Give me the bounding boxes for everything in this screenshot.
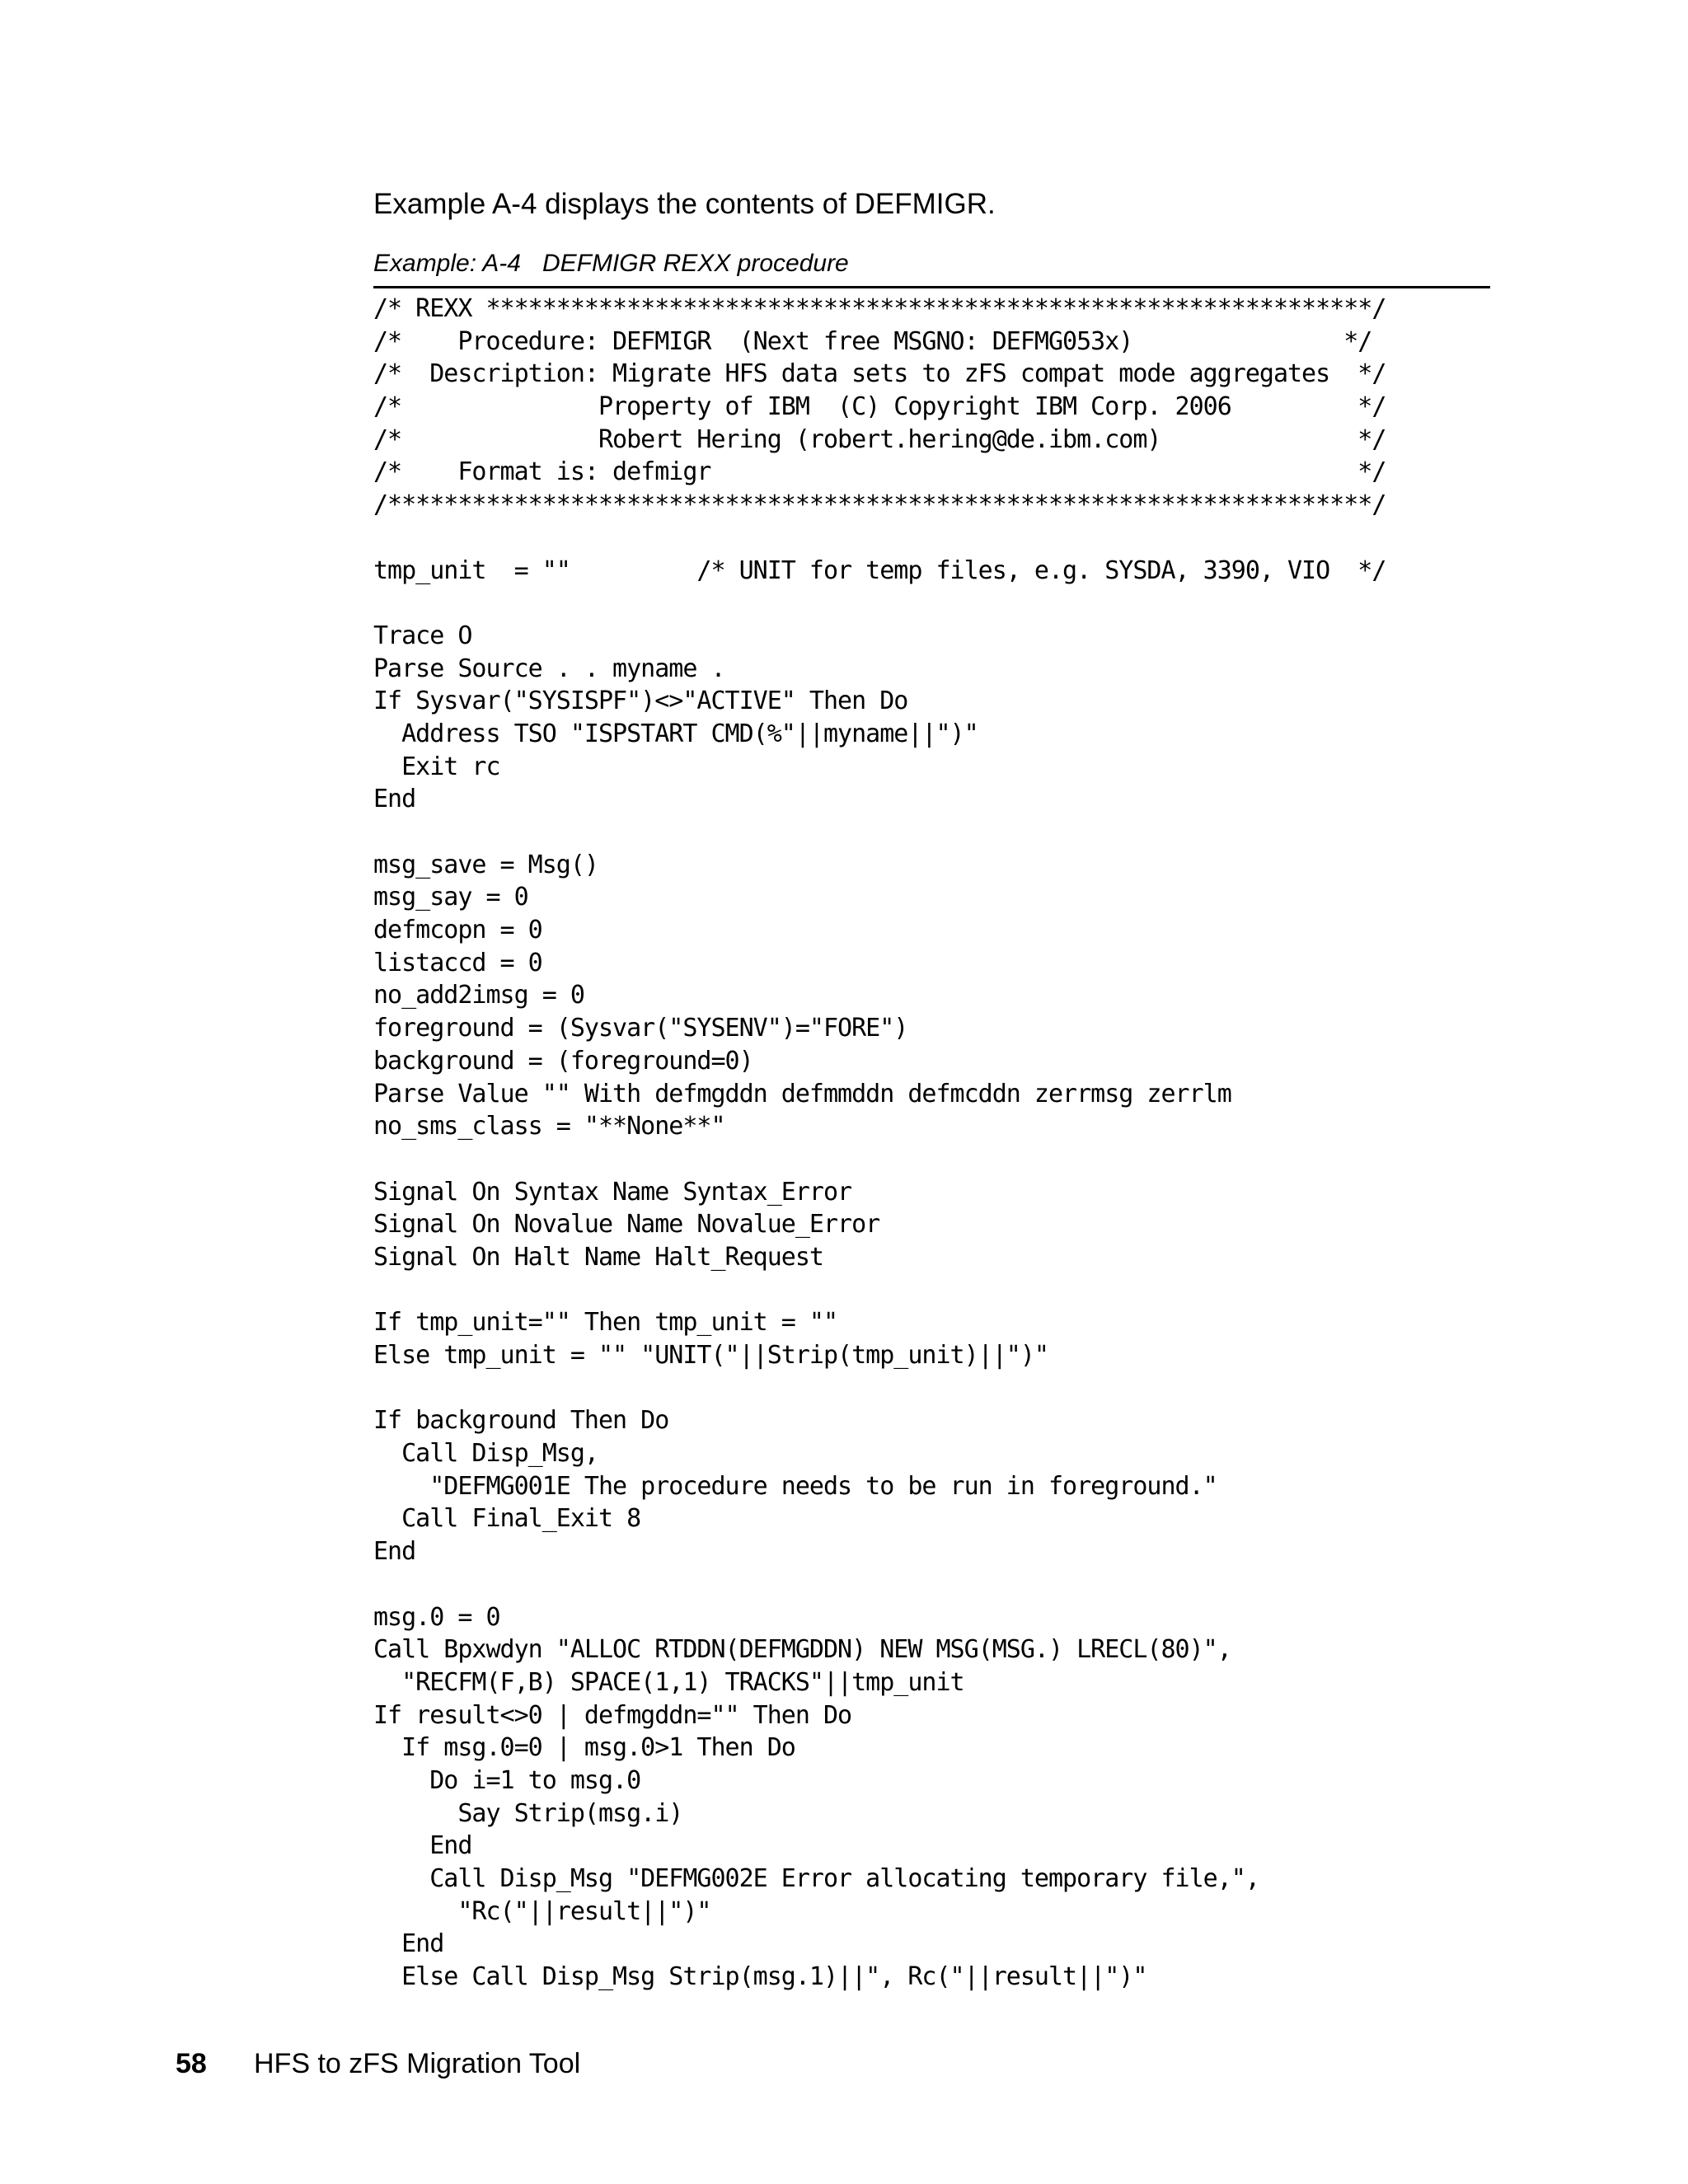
code-line: End (373, 1537, 416, 1567)
code-line: "DEFMG001E The procedure needs to be run in foreground." (373, 1471, 1217, 1501)
example-caption (373, 249, 849, 279)
code-line: Call Disp_Msg "DEFMG002E Error allocating temporary file,", (373, 1864, 1259, 1893)
code-line: Else tmp_unit = "" "UNIT("||Strip(tmp_unit)||")" (373, 1341, 1048, 1370)
code-line: msg.0 = 0 (373, 1602, 500, 1632)
page-footer (176, 2047, 580, 2080)
page-number: 58 (176, 2048, 207, 2079)
code-line: If tmp_unit="" Then tmp_unit = "" (373, 1308, 838, 1338)
code-line: Call Final_Exit 8 (373, 1504, 641, 1534)
code-line: background = (foreground=0) (373, 1046, 753, 1076)
code-line: msg_save = Msg() (373, 850, 598, 879)
code-listing (373, 293, 1386, 1994)
code-line: foreground = (Sysvar("SYSENV")="FORE") (373, 1014, 908, 1043)
code-line: Say Strip(msg.i) (373, 1798, 683, 1828)
intro-paragraph: Example A-4 displays the contents of DEFMIGR. (373, 188, 996, 220)
code-line (373, 1568, 1386, 1601)
code-line: Parse Source . . myname . (373, 654, 725, 683)
code-line: /* Property of IBM (C) Copyright IBM Corp. 2006 */ (373, 392, 1386, 422)
example-label: Example: A-4 (373, 250, 521, 277)
code-line: /**********************************************************************/ (373, 490, 1386, 520)
code-line: /* Procedure: DEFMIGR (Next free MSGNO: DEFMG053x) */ (373, 326, 1372, 356)
code-line: Call Bpxwdyn "ALLOC RTDDN(DEFMGDDN) NEW MSG(MSG.) LRECL(80)", (373, 1635, 1231, 1665)
code-line: no_add2imsg = 0 (373, 981, 584, 1010)
code-line: Call Disp_Msg, (373, 1439, 598, 1469)
code-line: Address TSO "ISPSTART CMD(%"||myname||")" (373, 719, 978, 748)
code-line (373, 1372, 1386, 1405)
code-line: Else Call Disp_Msg Strip(msg.1)||", Rc("||result||")" (373, 1962, 1147, 1992)
code-line: If result<>0 | defmgddn="" Then Do (373, 1700, 852, 1730)
code-line: End (373, 1831, 472, 1861)
code-line: Exit rc (373, 752, 500, 781)
code-line: /* Robert Hering (robert.hering@de.ibm.com) */ (373, 424, 1386, 454)
code-line: Parse Value "" With defmgddn defmmddn defmcddn zerrmsg zerrlm (373, 1079, 1231, 1108)
code-line: defmcopn = 0 (373, 916, 542, 945)
code-line (373, 587, 1386, 620)
code-line: /* REXX ***************************************************************/ (373, 294, 1386, 323)
code-line: Signal On Novalue Name Novalue_Error (373, 1210, 880, 1240)
code-line: If Sysvar("SYSISPF")<>"ACTIVE" Then Do (373, 687, 908, 716)
book-title: HFS to zFS Migration Tool (254, 2048, 581, 2079)
example-title: DEFMIGR REXX procedure (542, 250, 849, 277)
code-line: "RECFM(F,B) SPACE(1,1) TRACKS"||tmp_unit (373, 1667, 964, 1697)
code-line: /* Format is: defmigr */ (373, 457, 1386, 487)
code-line: If msg.0=0 | msg.0>1 Then Do (373, 1733, 795, 1763)
code-line: Signal On Halt Name Halt_Request (373, 1242, 823, 1272)
code-line: If background Then Do (373, 1406, 669, 1436)
code-line: End (373, 785, 416, 814)
code-line: End (373, 1929, 444, 1959)
code-line: listaccd = 0 (373, 948, 542, 977)
code-line (373, 1143, 1386, 1176)
code-line: msg_say = 0 (373, 883, 528, 912)
code-line: Do i=1 to msg.0 (373, 1765, 641, 1795)
caption-rule (373, 286, 1490, 288)
code-line: tmp_unit = "" /* UNIT for temp files, e.g. SYSDA, 3390, VIO */ (373, 555, 1386, 585)
code-line: /* Description: Migrate HFS data sets to zFS compat mode aggregates */ (373, 359, 1386, 389)
code-line: Trace O (373, 621, 472, 650)
code-line (373, 522, 1386, 555)
code-line (373, 1274, 1386, 1307)
code-line (373, 816, 1386, 849)
code-line: "Rc("||result||")" (373, 1896, 711, 1926)
code-line: no_sms_class = "**None**" (373, 1112, 725, 1141)
code-line: Signal On Syntax Name Syntax_Error (373, 1177, 852, 1207)
